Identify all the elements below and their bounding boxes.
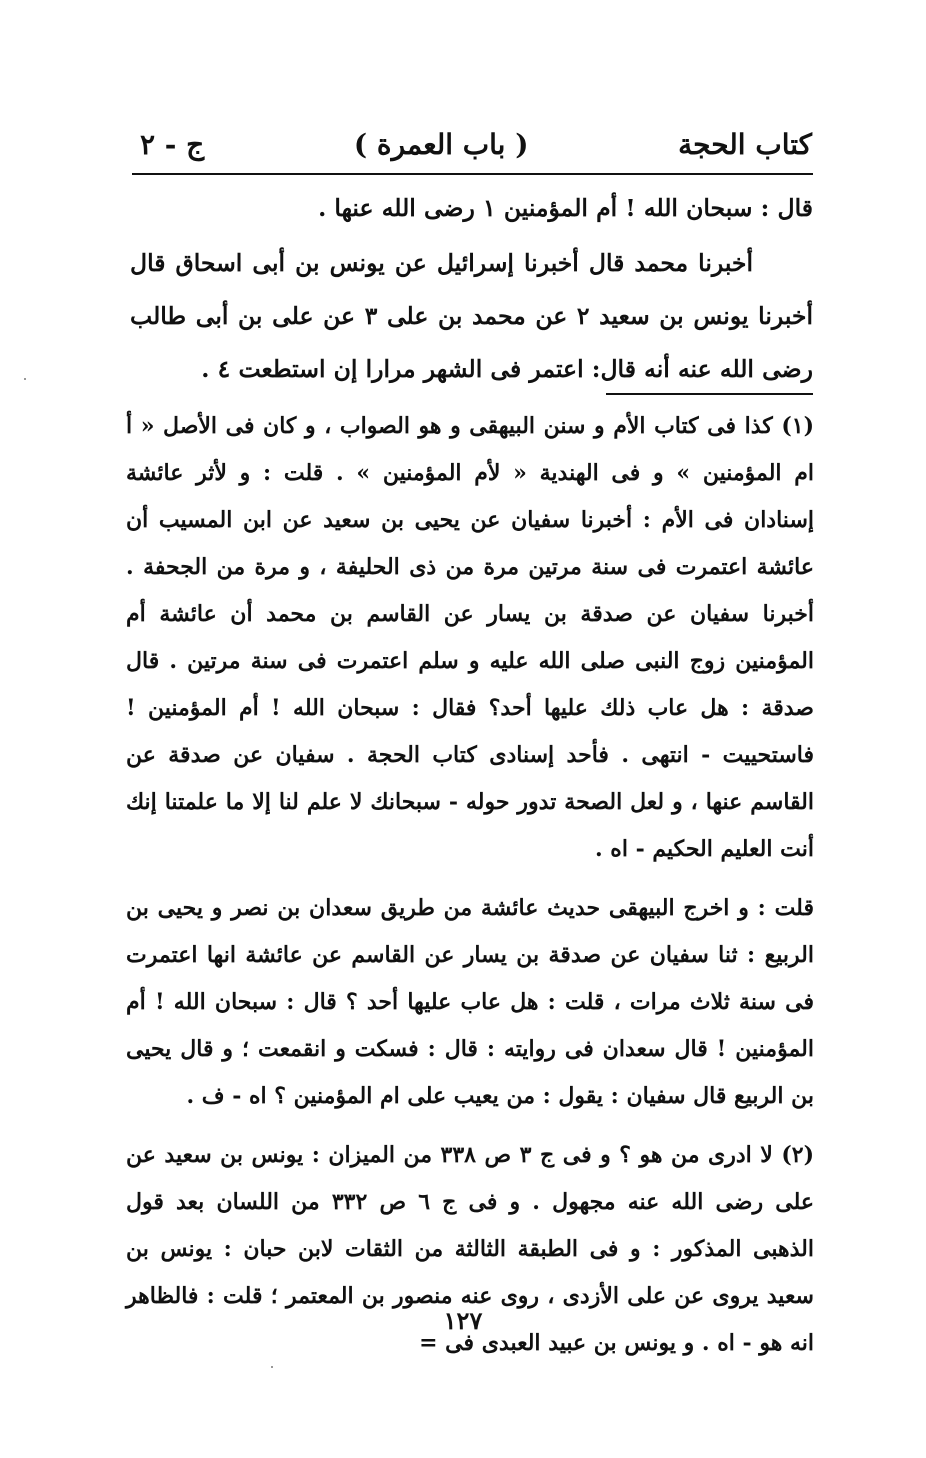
book-title: كتاب الحجة	[678, 127, 812, 161]
page-number: ١٢٧	[443, 1306, 483, 1335]
footnote-1: (١) كذا فى كتاب الأم و سنن البيهقى و هو الصواب ، و كان فى الأصل « أ ام المؤمنين » و فى الهندية « لأم المؤمنين » . قلت : و لأثر عائشة إسنادان فى الأم : أخبرنا سفيان عن يحيى بن سعيد عن ابن المسيب أن عائشة اعتمرت فى سنة مرتين مرة من ذى الحليفة ، و مرة من الجحفة . أخبرنا سفيان عن صدقة بن يسار عن القاسم بن محمد أن عائشة أم المؤمنين زوج النبى صلى الله عليه و سلم اعتمرت فى سنة مرتين . قال صدقة : هل عاب ذلك عليها أحد؟ فقال : سبحان الله ! أم المؤمنين ! فاستحييت - انتهى . فأحد إسنادى كتاب الحجة . سفيان عن صدقة عن القاسم عنها ، و لعل الصحة تدور حوله - سبحانك لا علم لنا إلا ما علمتنا إنك أنت العليم الحكيم - اه .	[126, 413, 814, 862]
main-paragraph: أخبرنا محمد قال أخبرنا إسرائيل عن يونس بن أبى اسحاق قال أخبرنا يونس بن سعيد ٢ عن محمد بن على ٣ عن على بن أبى طالب رضى الله عنه أنه قال: اعتمر فى الشهر مرارا إن استطعت ٤ .	[130, 249, 813, 383]
page-header	[140, 120, 812, 168]
main-text	[130, 182, 813, 396]
header-rule	[132, 173, 813, 175]
volume-label: ج - ٢	[140, 127, 205, 161]
chapter-title: ( باب العمرة )	[353, 127, 529, 161]
footnotes	[126, 403, 814, 1367]
footnote-separator	[606, 393, 813, 395]
scan-speck	[24, 378, 26, 380]
footnote-1-note: قلت : و اخرج البيهقى حديث عائشة من طريق سعدان بن نصر و يحيى بن الربيع : ثنا سفيان عن صدقة بن يسار عن القاسم عن عائشة انها اعتمرت فى سنة ثلاث مرات ، قلت : هل عاب عليها أحد ؟ قال : سبحان الله ! أم المؤمنين ! قال سعدان فى روايته : قال : فسكت و انقمعت ؛ و قال يحيى بن الربيع قال سفيان : يقول : من يعيب على ام المؤمنين ؟ اه - ف .	[126, 895, 814, 1109]
footnote-2: (٢) لا ادرى من هو ؟ و فى ج ٣ ص ٣٣٨ من الميزان : يونس بن سعيد عن على رضى الله عنه مجهول . و فى ج ٦ ص ٣٣٢ من اللسان بعد قول الذهبى المذكور : و فى الطبقة الثالثة من الثقات لابن حبان : يونس بن سعيد يروى عن على الأزدى ، روى عنه منصور بن المعتمر ؛ قلت : فالظاهر انه هو - اه . و يونس بن عبيد العبدى فى =	[126, 1142, 815, 1356]
scan-speck	[271, 1366, 273, 1368]
main-paragraph: قال : سبحان الله ! أم المؤمنين ١ رضى الله عنها .	[318, 194, 813, 222]
